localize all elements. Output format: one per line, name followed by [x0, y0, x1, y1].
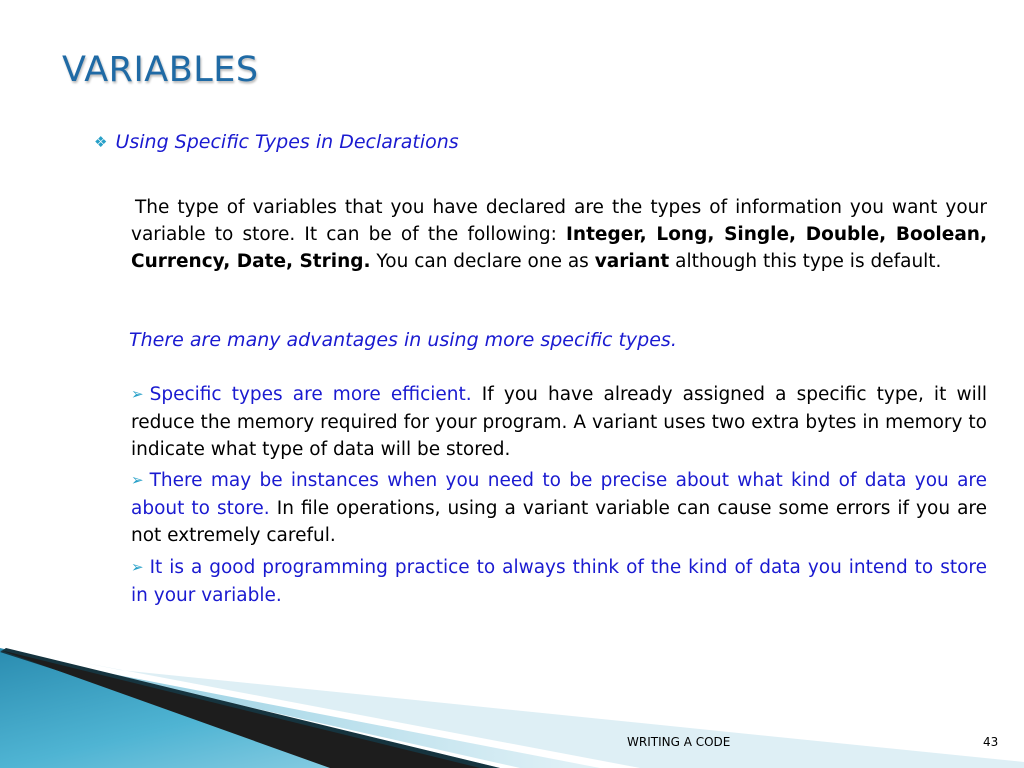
intro-text-2: You can declare one as [370, 251, 595, 272]
subheading [94, 131, 459, 153]
bullet-item [131, 554, 987, 609]
type-list: Integer, Long, Single, Double, Boolean, Currency, Date, String. [131, 224, 987, 272]
bullet-lead: It is a good programming practice to always think of the kind of data you intend to store in your variable. [131, 557, 987, 606]
intro-paragraph [131, 194, 987, 275]
bullet-lead: There may be instances when you need to be precise about what kind of data you are about to store. [131, 470, 987, 519]
slide-title: VARIABLES [62, 50, 259, 90]
page-number: 43 [983, 735, 999, 749]
advantages-note: There are many advantages in using more specific types. [129, 329, 677, 351]
variant-term: variant [594, 251, 670, 272]
decorative-wave [0, 640, 1024, 768]
subheading-text: Using Specific Types in Declarations [115, 131, 459, 153]
arrow-bullet-icon: ➢ [131, 385, 144, 403]
bullet-text: If you have already assigned a specific type, it will reduce the memory required for your program. A variant uses two extra bytes in memory to indicate what type of data will be stored. [131, 384, 987, 460]
bullet-item [131, 467, 987, 549]
arrow-bullet-icon: ➢ [131, 471, 144, 489]
intro-text-3: although this type is default. [669, 251, 942, 272]
intro-text: The type of variables that you have declared are the types of information you want your variable to store. It can be of the following: [131, 197, 987, 245]
footer-label: WRITING A CODE [627, 735, 731, 749]
bullet-item [131, 381, 987, 463]
arrow-bullet-icon: ➢ [131, 558, 144, 576]
bullet-lead: Specific types are more efficient. [149, 384, 472, 405]
diamond-bullet-icon: ❖ [94, 133, 108, 151]
bullet-text: In file operations, using a variant variable can cause some errors if you are not extremely careful. [131, 498, 987, 546]
